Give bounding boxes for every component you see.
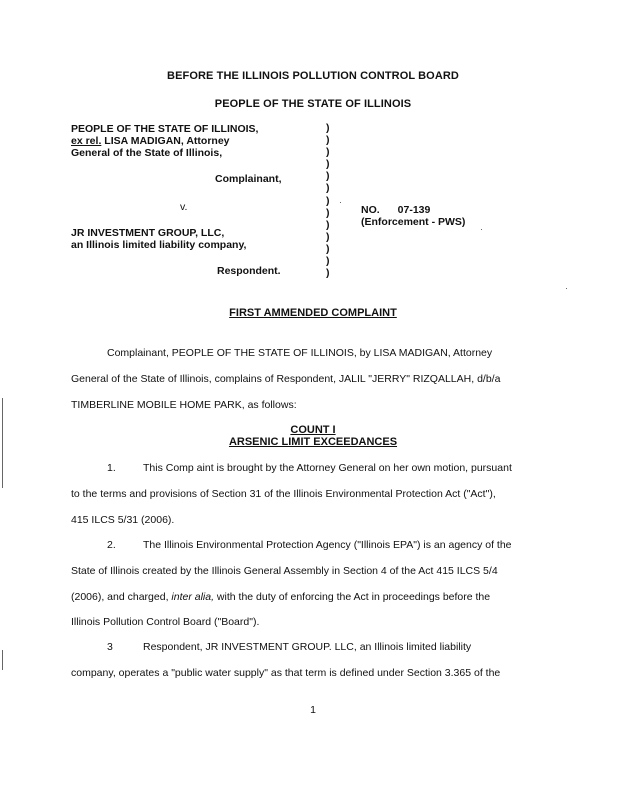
people-heading: PEOPLE OF THE STATE OF ILLINOIS: [214, 98, 412, 110]
paren: ): [326, 182, 330, 195]
versus-label: v.: [180, 201, 188, 213]
page-number: 1: [310, 704, 316, 716]
paragraph-2-line-1: The Illinois Environmental Protection Agency ("Illinois EPA") is an agency of the: [143, 539, 512, 551]
paragraph-1-line-1: This Comp aint is brought by the Attorney General on her own motion, pursuant: [143, 462, 512, 474]
scan-speck: [340, 202, 341, 203]
scan-speck: [566, 288, 567, 289]
inter-alia: inter alia,: [171, 591, 215, 603]
plaintiff-line-3: General of the State of Illinois,: [71, 147, 223, 159]
board-heading: BEFORE THE ILLINOIS POLLUTION CONTROL BOARD: [167, 70, 459, 82]
ex-rel: ex rel.: [71, 135, 102, 147]
paragraph-2-line-4: Illinois Pollution Control Board ("Board").: [71, 616, 260, 628]
paren: ): [326, 267, 330, 280]
paren: ): [326, 170, 330, 183]
count-heading: ARSENIC LIMIT EXCEEDANCES: [228, 436, 398, 448]
paragraph-3-line-1: Respondent, JR INVESTMENT GROUP. LLC, an Illinois limited liability: [143, 641, 472, 653]
paren: ): [326, 255, 330, 268]
paragraph-3-line-2: company, operates a "public water supply" as that term is defined under Section 3.365 of the: [71, 667, 501, 679]
paragraph-1-line-2: to the terms and provisions of Section 31 of the Illinois Environmental Protection Act ("Act"),: [71, 488, 496, 500]
caption-paren-column: [326, 122, 330, 279]
defendant-line-1: JR INVESTMENT GROUP, LLC,: [71, 227, 225, 239]
paragraph-number: 3: [107, 641, 113, 653]
complainant-label: Complainant,: [215, 173, 282, 185]
scan-margin-mark: [2, 650, 3, 670]
paren: ): [326, 230, 330, 243]
scan-margin-mark: [2, 398, 3, 488]
complaint-title: FIRST AMMENDED COMPLAINT: [229, 307, 397, 319]
plaintiff-line-1: PEOPLE OF THE STATE OF ILLINOIS,: [71, 123, 259, 135]
paragraph-2-line-3: [71, 591, 541, 604]
paragraph-number: 2.: [107, 539, 116, 551]
paren: ): [326, 146, 330, 159]
intro-line-2: General of the State of Illinois, complains of Respondent, JALIL "JERRY" RIZQALLAH, d/b/a: [71, 373, 501, 385]
paren: ): [326, 206, 330, 219]
paren: ): [326, 134, 330, 147]
paren: ): [326, 122, 330, 134]
paragraph-2-line-3-pre: (2006), and charged,: [71, 591, 172, 603]
paren: ): [326, 242, 330, 255]
count-number: COUNT I: [290, 424, 336, 436]
paren: ): [326, 194, 330, 207]
plaintiff-line-2-rest: LISA MADIGAN, Attorney: [101, 135, 230, 147]
case-no-label: NO.: [361, 204, 380, 216]
enforcement-label: (Enforcement - PWS): [361, 216, 466, 228]
paragraph-1-line-3: 415 ILCS 5/31 (2006).: [71, 514, 175, 526]
case-number-block: [361, 204, 465, 228]
respondent-label: Respondent.: [217, 265, 281, 277]
paren: ): [326, 158, 330, 171]
intro-line-1: Complainant, PEOPLE OF THE STATE OF ILLINOIS, by LISA MADIGAN, Attorney: [107, 347, 493, 359]
defendant-line-2: an Illinois limited liability company,: [71, 239, 247, 251]
case-no-value: 07-139: [397, 204, 431, 216]
paren: ): [326, 218, 330, 231]
scan-speck: [481, 229, 482, 230]
paragraph-2-line-3-post: with the duty of enforcing the Act in proceedings before the: [214, 591, 491, 603]
intro-line-3: TIMBERLINE MOBILE HOME PARK, as follows:: [71, 399, 297, 411]
paragraph-2-line-2: State of Illinois created by the Illinois General Assembly in Section 4 of the Act 415 ILCS 5/4: [71, 565, 498, 577]
paragraph-number: 1.: [107, 462, 116, 474]
